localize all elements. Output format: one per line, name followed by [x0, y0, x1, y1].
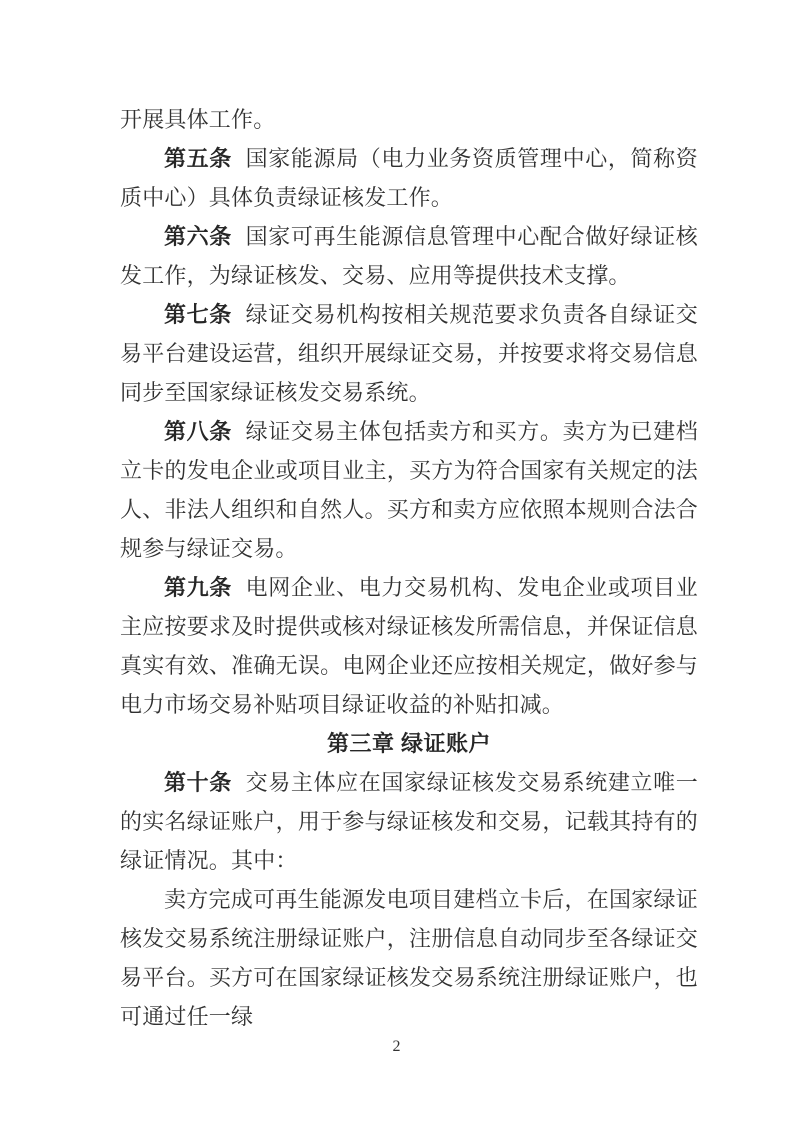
paragraph-text: 绿证交易机构按相关规范要求负责各自绿证交易平台建设运营，组织开展绿证交易，并按要求将交易信息同步至国家绿证核发交易系统。 — [120, 302, 698, 405]
article-9-paragraph — [120, 568, 698, 724]
paragraph-text: 电网企业、电力交易机构、发电企业或项目业主应按要求及时提供或核对绿证核发所需信息，并保证信息真实有效、准确无误。电网企业还应按相关规定，做好参与电力市场交易补贴项目绿证收益的补贴扣减。 — [120, 575, 698, 717]
document-body — [120, 100, 698, 1036]
article-number-label: 第九条 — [164, 575, 232, 600]
article-6-paragraph — [120, 217, 698, 295]
article-number-label: 第六条 — [164, 224, 232, 249]
article-number-label: 第七条 — [164, 302, 232, 327]
article-number-label: 第八条 — [164, 419, 232, 444]
article-7-paragraph — [120, 295, 698, 412]
article-number-label: 第十条 — [164, 770, 232, 795]
paragraph-text: 绿证交易主体包括卖方和买方。卖方为已建档立卡的发电企业或项目业主，买方为符合国家有关规定的法人、非法人组织和自然人。买方和卖方应依照本规则合法合规参与绿证交易。 — [120, 419, 698, 561]
paragraph-text: 国家可再生能源信息管理中心配合做好绿证核发工作，为绿证核发、交易、应用等提供技术支撑。 — [120, 224, 698, 288]
paragraph-text: 国家能源局（电力业务资质管理中心，简称资质中心）具体负责绿证核发工作。 — [120, 146, 698, 210]
chapter-3-heading: 第三章 绿证账户 — [326, 731, 492, 756]
page-number: 2 — [392, 1038, 401, 1055]
paragraph-text: 卖方完成可再生能源发电项目建档立卡后，在国家绿证核发交易系统注册绿证账户，注册信息自动同步至各绿证交易平台。买方可在国家绿证核发交易系统注册绿证账户，也可通过任一绿 — [120, 887, 698, 1029]
article-5-paragraph — [120, 139, 698, 217]
paragraph-text: 开展具体工作。 — [120, 107, 276, 132]
article-10-paragraph — [120, 763, 698, 880]
article-8-paragraph — [120, 412, 698, 568]
account-registration-paragraph — [120, 880, 698, 1036]
continuation-paragraph — [120, 100, 698, 139]
paragraph-text: 交易主体应在国家绿证核发交易系统建立唯一的实名绿证账户，用于参与绿证核发和交易，记载其持有的绿证情况。其中： — [120, 770, 698, 873]
article-number-label: 第五条 — [164, 146, 232, 171]
